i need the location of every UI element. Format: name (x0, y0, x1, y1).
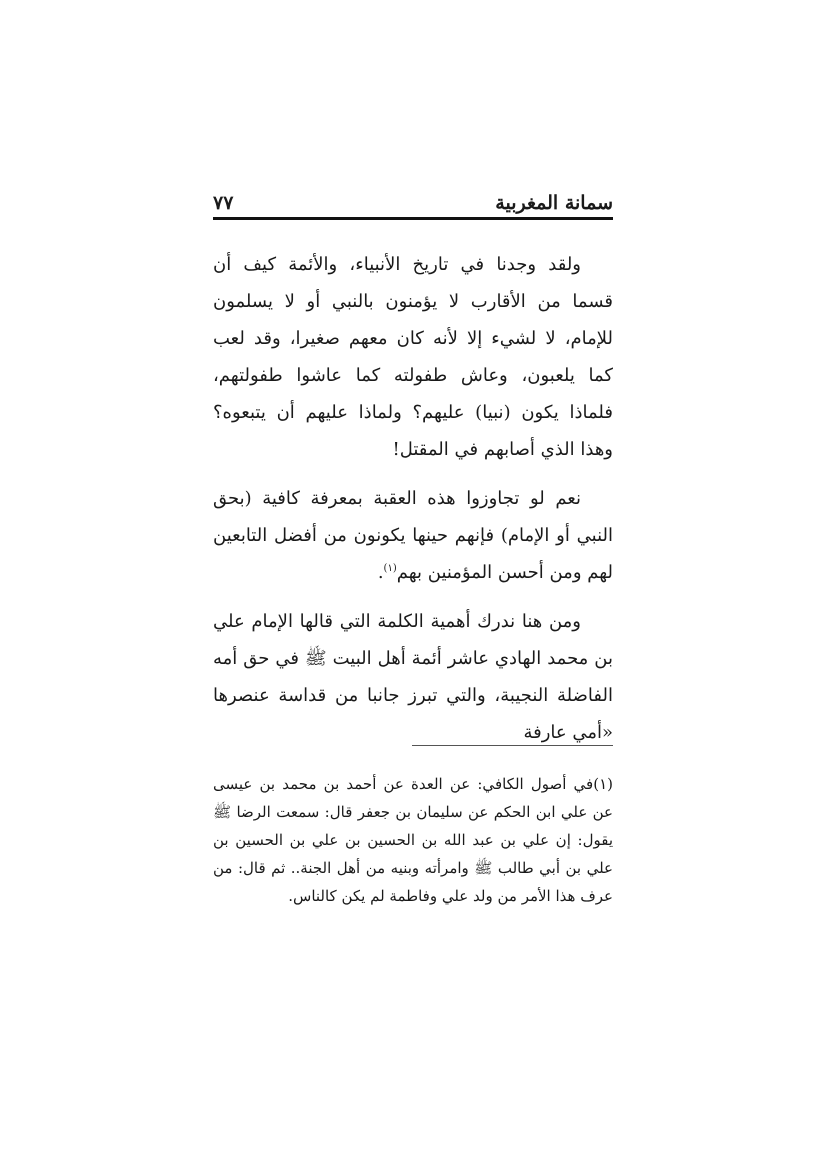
footnote (213, 770, 613, 910)
main-text (213, 246, 613, 763)
page-number: ٧٧ (213, 192, 234, 214)
footnote-reference[interactable]: (١) (383, 563, 397, 574)
paragraph-1: ولقد وجدنا في تاريخ الأنبياء، والأئمة كيف أن قسما من الأقارب لا يؤمنون بالنبي أو لا يسلمون للإمام، لا لشيء إلا لأنه كان معهم صغيرا، وقد لعب كما يلعبون، وعاش طفولته كما عاشوا طفولتهم، فلماذا يكون (نبيا) عليهم؟ ولماذا عليهم أن يتبعوه؟ وهذا الذي أصابهم في المقتل! (213, 254, 613, 460)
footnote-text: (١)في أصول الكافي: عن العدة عن أحمد بن محمد بن عيسى عن علي ابن الحكم عن سليمان بن جعفر قال: سمعت الرضا ﷺ يقول: إن علي بن عبد الله بن الحسين بن علي بن الحسين بن علي بن أبي طالب ﷺ وامرأته وبنيه من أهل الجنة.. ثم قال: من عرف هذا الأمر من ولد علي وفاطمة لم يكن كالناس. (213, 775, 613, 905)
running-title: سمانة المغربية (495, 192, 613, 214)
paragraph-3: ومن هنا ندرك أهمية الكلمة التي قالها الإمام علي بن محمد الهادي عاشر أئمة أهل البيت ﷺ في حق أمه الفاضلة النجيبة، والتي تبرز جانبا من قداسة عنصرها «أمي عارفة (213, 611, 613, 743)
paragraph-2-text: نعم لو تجاوزوا هذه العقبة بمعرفة كافية (بحق النبي أو الإمام) فإنهم حينها يكونون من أفضل التابعين لهم ومن أحسن المؤمنين بهم (213, 488, 613, 583)
footnote-separator (412, 745, 613, 746)
header-rule (213, 217, 613, 220)
running-header (213, 190, 613, 216)
paragraph-2-end: . (377, 562, 384, 583)
paragraph-2 (213, 480, 613, 591)
